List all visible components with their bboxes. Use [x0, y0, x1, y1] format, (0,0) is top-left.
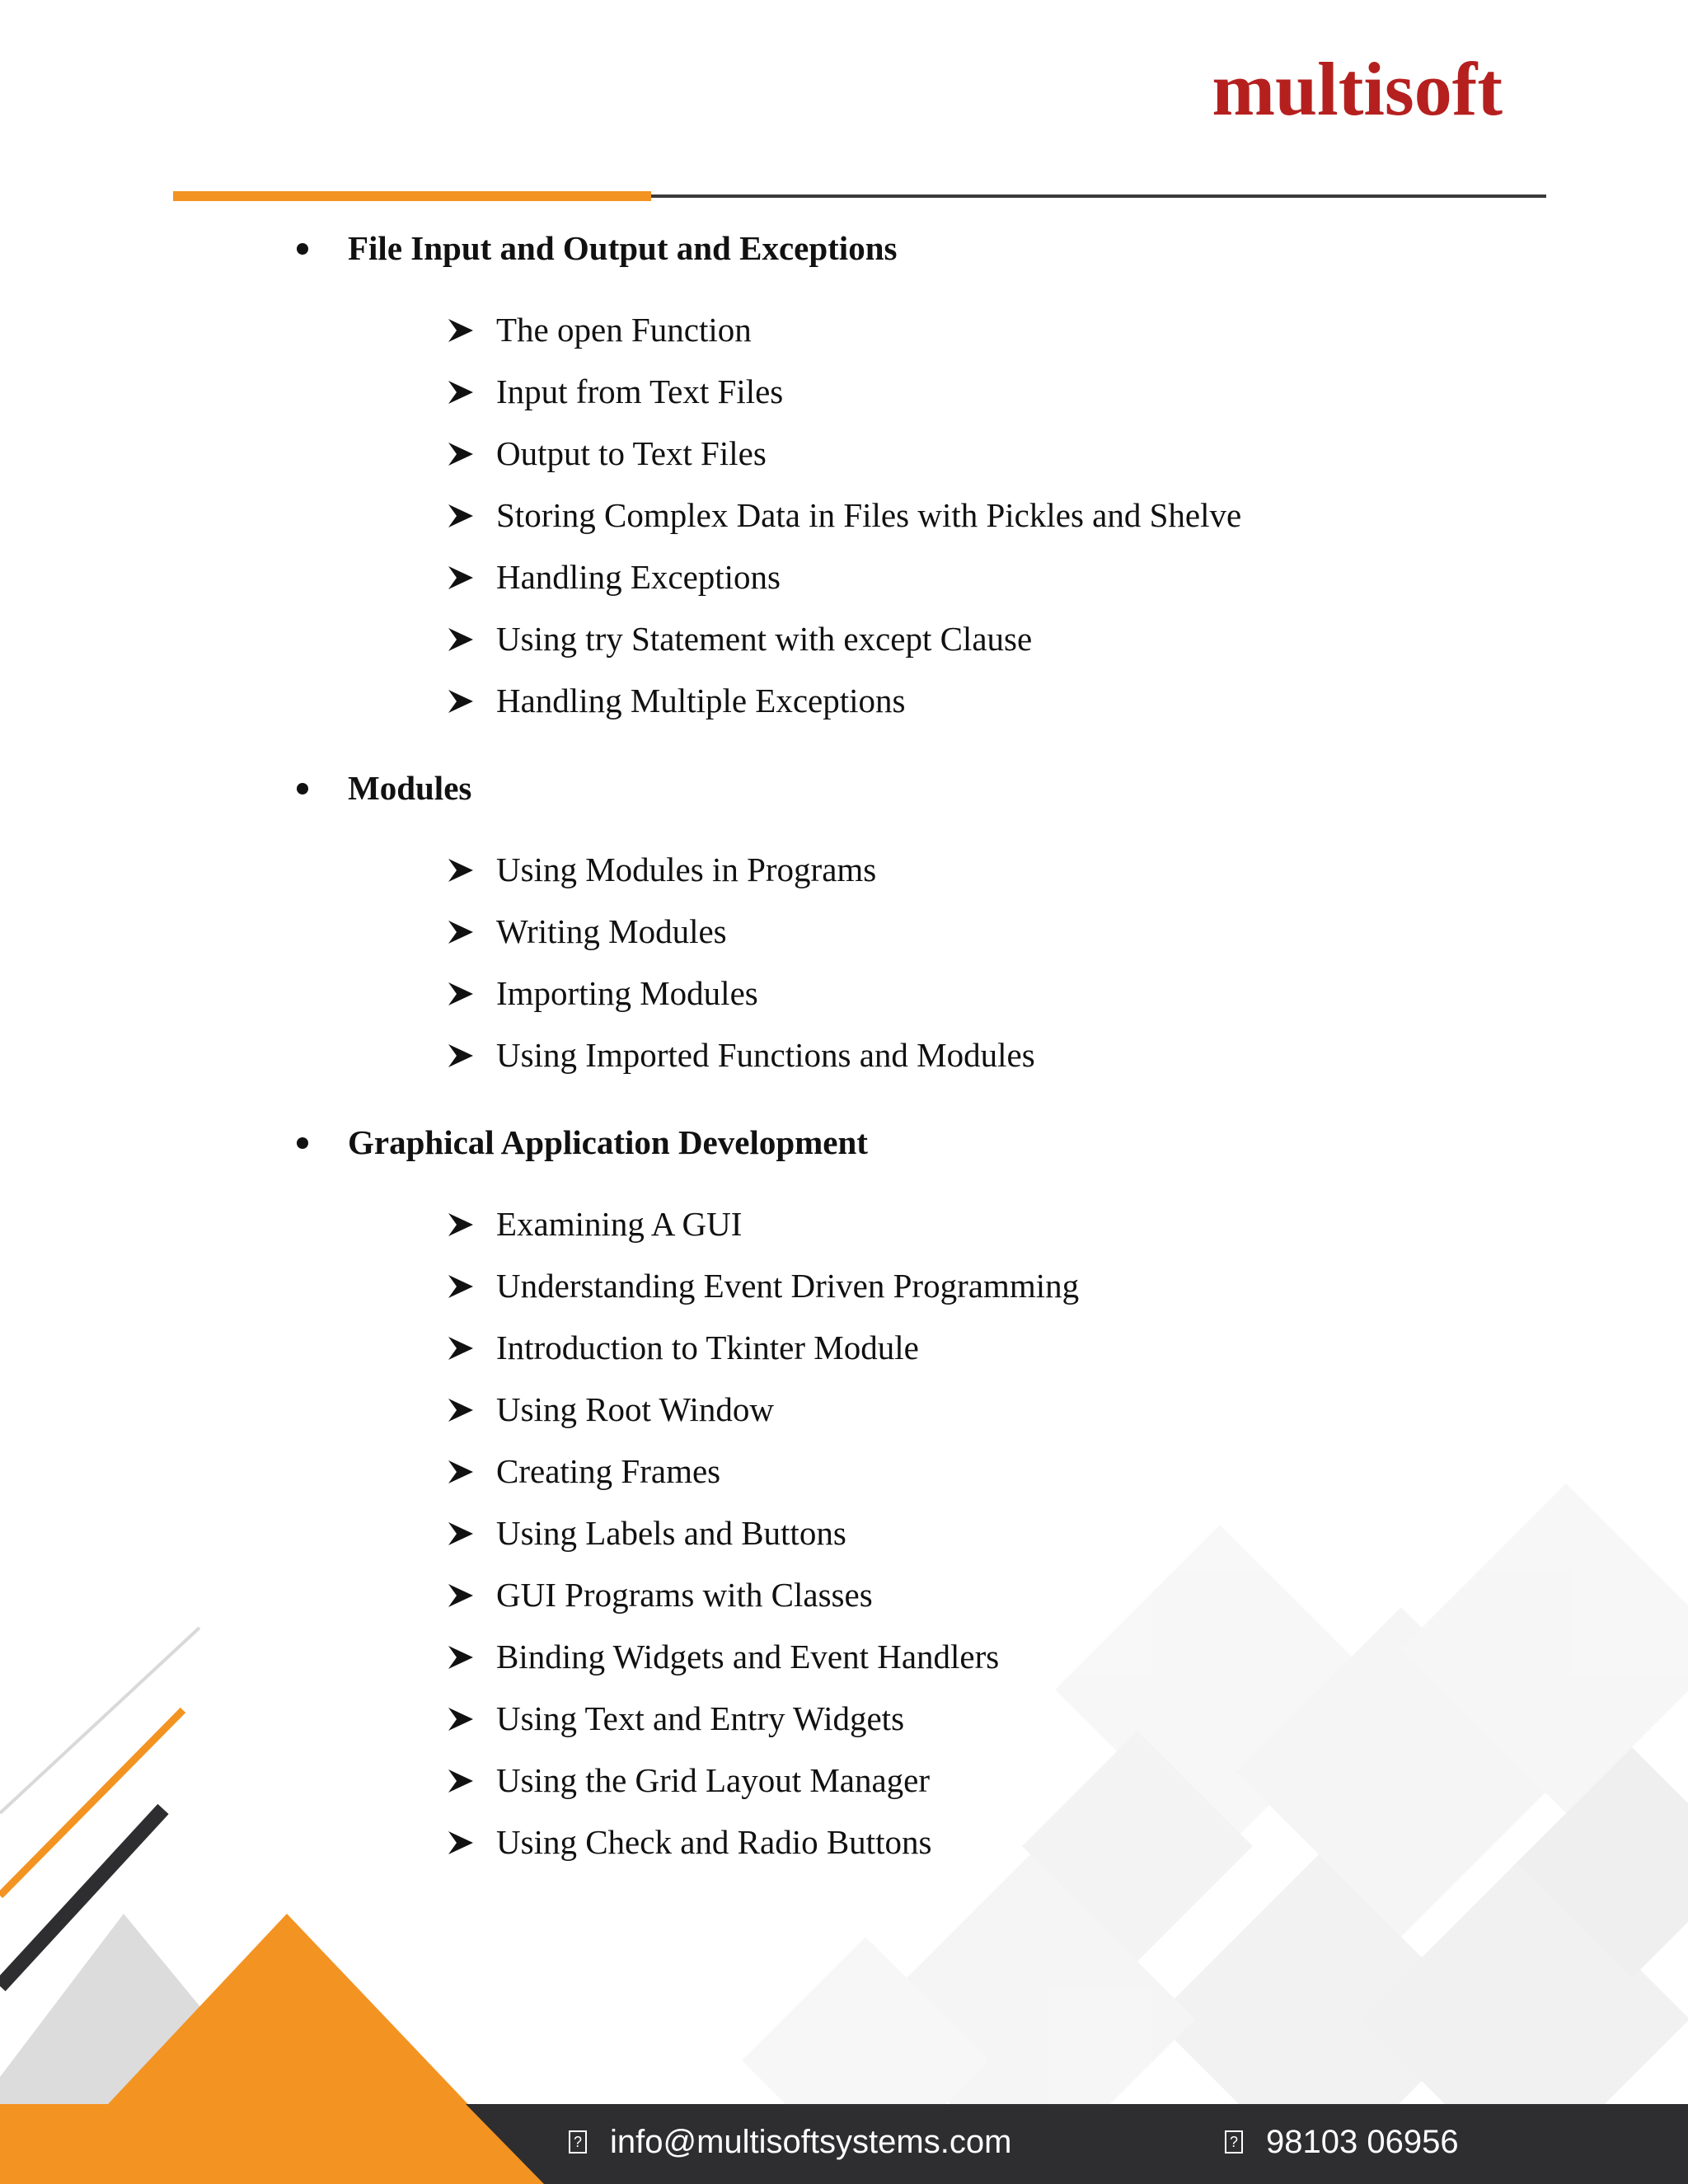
arrow-bullet-icon: [447, 1042, 475, 1070]
arrow-bullet-icon: [447, 502, 475, 530]
arrow-bullet-icon: [447, 1458, 475, 1486]
bullet-icon: [297, 243, 308, 255]
arrow-bullet-icon: [447, 440, 475, 468]
envelope-icon: ?: [569, 2130, 587, 2154]
arrow-bullet-icon: [447, 980, 475, 1008]
arrow-bullet-icon: [447, 1520, 475, 1548]
bullet-icon: [297, 1137, 308, 1149]
list-item: Storing Complex Data in Files with Pickles and Shelve: [496, 499, 1241, 532]
bullet-icon: [297, 783, 308, 794]
arrow-bullet-icon: [447, 687, 475, 715]
list-item: Using the Grid Layout Manager: [496, 1764, 930, 1797]
list-item: Input from Text Files: [496, 375, 783, 409]
list-item: Introduction to Tkinter Module: [496, 1331, 919, 1365]
list-item: Using Imported Functions and Modules: [496, 1038, 1035, 1072]
arrow-bullet-icon: [447, 918, 475, 946]
section-title: Graphical Application Development: [348, 1126, 868, 1160]
arrow-bullet-icon: [447, 626, 475, 654]
list-item: Using Modules in Programs: [496, 853, 876, 887]
footer-email[interactable]: ? info@multisoftsystems.com: [569, 2125, 1011, 2158]
arrow-bullet-icon: [447, 1705, 475, 1733]
list-item: Binding Widgets and Event Handlers: [496, 1640, 999, 1674]
arrow-bullet-icon: [447, 564, 475, 592]
list-item: Handling Multiple Exceptions: [496, 684, 905, 718]
section-title: File Input and Output and Exceptions: [348, 232, 897, 265]
list-item: Using Root Window: [496, 1393, 774, 1427]
list-item: GUI Programs with Classes: [496, 1578, 873, 1612]
arrow-bullet-icon: [447, 1767, 475, 1795]
arrow-bullet-icon: [447, 1643, 475, 1671]
list-item: Using try Statement with except Clause: [496, 622, 1032, 656]
arrow-bullet-icon: [447, 378, 475, 406]
list-item: Handling Exceptions: [496, 560, 781, 594]
list-item: Using Text and Entry Widgets: [496, 1702, 904, 1736]
list-item: Understanding Event Driven Programming: [496, 1269, 1079, 1303]
phone-icon: ?: [1225, 2130, 1243, 2154]
brand-logo: multisoft: [1212, 47, 1503, 131]
arrow-bullet-icon: [447, 1396, 475, 1424]
arrow-bullet-icon: [447, 1272, 475, 1301]
arrow-bullet-icon: [447, 1582, 475, 1610]
footer-orange-wedge: [0, 2104, 544, 2184]
footer-phone[interactable]: ? 98103 06956: [1225, 2125, 1459, 2158]
arrow-bullet-icon: [447, 856, 475, 884]
arrow-bullet-icon: [447, 1829, 475, 1857]
list-item: The open Function: [496, 313, 752, 347]
list-item: Output to Text Files: [496, 437, 767, 471]
list-item: Examining A GUI: [496, 1207, 742, 1241]
header-rule: [651, 194, 1546, 198]
header-rule-accent: [173, 191, 651, 201]
list-item: Using Check and Radio Buttons: [496, 1825, 931, 1859]
list-item: Importing Modules: [496, 977, 758, 1010]
arrow-bullet-icon: [447, 1211, 475, 1239]
list-item: Using Labels and Buttons: [496, 1516, 846, 1550]
section-title: Modules: [348, 771, 471, 805]
footer-bar: [0, 2104, 1688, 2184]
arrow-bullet-icon: [447, 316, 475, 344]
list-item: Creating Frames: [496, 1455, 720, 1488]
list-item: Writing Modules: [496, 915, 727, 949]
arrow-bullet-icon: [447, 1334, 475, 1362]
